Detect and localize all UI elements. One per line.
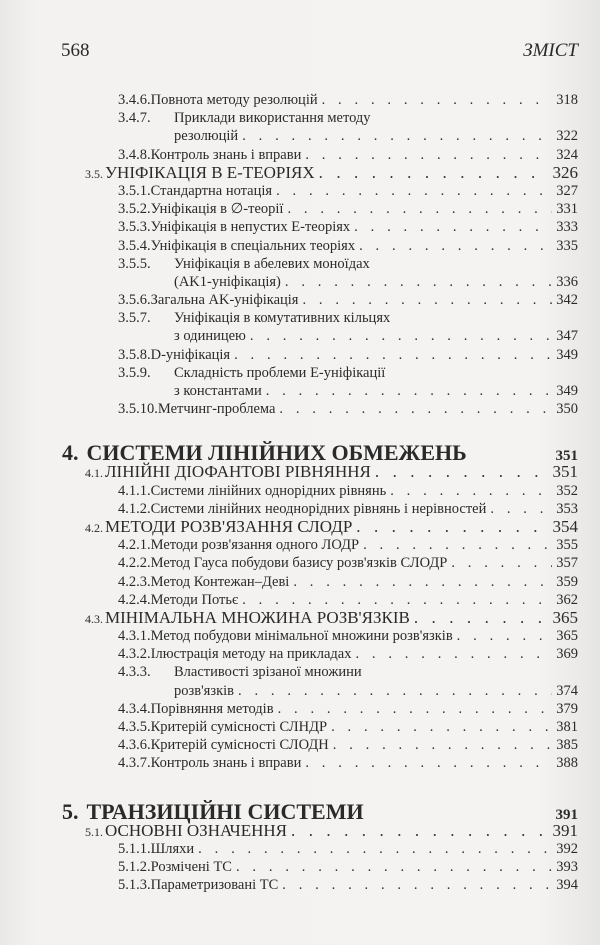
section-entry xyxy=(62,609,578,627)
entry-title: Порівняння методів xyxy=(150,700,274,717)
page-ref: 391 xyxy=(555,806,578,823)
dot-leader xyxy=(287,200,552,218)
entry-title: D-уніфікація xyxy=(150,346,231,363)
dot-leader xyxy=(355,645,552,663)
entry-title: Властивості зрізаної множини xyxy=(174,664,362,681)
subsection-entry xyxy=(62,536,578,554)
dot-leader xyxy=(282,876,552,894)
page-ref: 318 xyxy=(556,92,578,108)
subsection-entry xyxy=(62,858,578,876)
entry-title-continued: розв'язків xyxy=(174,682,235,699)
entry-title: Критерій сумісності СЛОДН xyxy=(150,737,329,754)
entry-title: МЕТОДИ РОЗВ'ЯЗАННЯ СЛОДР xyxy=(105,516,353,536)
page-ref: 349 xyxy=(556,383,578,399)
entry-number: 4.3.6. xyxy=(118,737,151,754)
entry-title: Метод Гауса побудови базису розв'язків СЛОДР xyxy=(150,555,448,572)
entry-number: 4.1.1. xyxy=(118,482,151,499)
page-ref: 362 xyxy=(556,591,578,608)
page-ref: 365 xyxy=(556,628,578,645)
entry-title: Параметризовані ТС xyxy=(150,877,279,894)
entry-title: Ілюстрація методу на прикладах xyxy=(150,646,352,663)
section-entry xyxy=(62,463,578,481)
running-title: ЗМІСТ xyxy=(523,40,578,61)
subsection-entry xyxy=(62,364,578,382)
entry-continuation xyxy=(62,327,578,345)
dot-leader xyxy=(276,182,552,200)
page-ref: 336 xyxy=(556,273,578,290)
entry-title: Контроль знань і вправи xyxy=(150,146,302,163)
dot-leader xyxy=(356,518,548,536)
dot-leader xyxy=(322,91,553,109)
entry-number: 4.3.7. xyxy=(118,755,151,772)
entry-title: УНІФІКАЦІЯ В E-ТЕОРІЯХ xyxy=(105,162,315,182)
entry-title: Загальна AK-уніфікація xyxy=(150,292,299,309)
entry-number: 4.2.4. xyxy=(118,591,151,608)
entry-number: 3.5.6. xyxy=(118,292,151,309)
entry-title: Уніфікація в комутативних кільцях xyxy=(174,310,391,327)
page-ref: 342 xyxy=(556,292,578,309)
entry-number: 4.3.1. xyxy=(118,628,151,645)
dot-leader xyxy=(242,591,552,609)
entry-title: ОСНОВНІ ОЗНАЧЕННЯ xyxy=(105,820,287,840)
dot-leader xyxy=(236,858,552,876)
entry-title: ЛІНІЙНІ ДІОФАНТОВІ РІВНЯННЯ xyxy=(105,462,371,482)
subsection-entry xyxy=(62,573,578,591)
entry-continuation xyxy=(62,127,578,145)
page-ref: 393 xyxy=(556,858,578,875)
entry-title-continued: (AK1-уніфікація) xyxy=(174,273,281,290)
page-ref: 349 xyxy=(556,346,578,363)
dot-leader xyxy=(250,327,552,345)
dot-leader xyxy=(490,500,552,518)
subsection-entry xyxy=(62,840,578,858)
section-entry xyxy=(62,822,578,840)
subsection-entry xyxy=(62,627,578,645)
entry-title: Уніфікація в ∅-теорії xyxy=(150,201,284,218)
entry-title: Розмічені ТС xyxy=(150,858,232,875)
page-ref: 327 xyxy=(556,182,578,199)
entry-number: 3.5.8. xyxy=(118,346,151,363)
subsection-entry xyxy=(62,645,578,663)
table-of-contents xyxy=(62,91,578,894)
dot-leader xyxy=(234,346,552,364)
entry-title-continued: резолюцій xyxy=(174,128,239,145)
entry-number: 3.5. xyxy=(85,166,103,181)
entry-number: 4.3.4. xyxy=(118,700,151,717)
entry-number: 4.1.2. xyxy=(118,500,151,517)
page-ref: 388 xyxy=(556,755,578,772)
dot-leader xyxy=(451,554,552,572)
page-ref: 331 xyxy=(556,201,578,218)
entry-number: 3.4.7. xyxy=(118,110,151,127)
entry-number: 3.4.6. xyxy=(118,92,151,108)
dot-leader xyxy=(291,822,549,840)
entry-continuation xyxy=(62,273,578,291)
subsection-entry xyxy=(62,255,578,273)
subsection-entry xyxy=(62,554,578,572)
entry-title: Контроль знань і вправи xyxy=(150,755,302,772)
subsection-entry xyxy=(62,500,578,518)
entry-number: 4.2.3. xyxy=(118,573,151,590)
entry-title: Системи лінійних однорідних рівнянь xyxy=(150,482,387,499)
entry-number: 3.5.1. xyxy=(118,182,151,199)
chapter-title: ТРАНЗИЦІЙНІ СИСТЕМИ xyxy=(86,798,364,824)
subsection-entry xyxy=(62,182,578,200)
entry-title: Шляхи xyxy=(150,840,195,857)
subsection-entry xyxy=(62,309,578,327)
subsection-entry xyxy=(62,218,578,236)
dot-leader xyxy=(333,736,553,754)
entry-title: Уніфікація в непустих E-теоріях xyxy=(150,219,351,236)
page-ref: 352 xyxy=(556,482,578,499)
subsection-entry xyxy=(62,91,578,109)
dot-leader xyxy=(331,718,552,736)
entry-number: 4.1. xyxy=(85,466,103,481)
subsection-entry xyxy=(62,200,578,218)
entry-number: 4.3. xyxy=(85,611,103,626)
dot-leader xyxy=(359,237,552,255)
entry-title: Метчинг-проблема xyxy=(157,401,276,418)
entry-title: Повнота методу резолюцій xyxy=(150,92,318,108)
entry-title: Складність проблеми E-уніфікації xyxy=(174,364,386,381)
entry-title: Методи розв'язання одного ЛОДР xyxy=(150,537,360,554)
entry-number: 3.5.4. xyxy=(118,237,151,254)
page-ref: 350 xyxy=(556,401,578,418)
dot-leader xyxy=(363,536,552,554)
entry-number: 3.5.7. xyxy=(118,310,151,327)
subsection-entry xyxy=(62,146,578,164)
page-ref: 333 xyxy=(556,219,578,236)
subsection-entry xyxy=(62,291,578,309)
subsection-entry xyxy=(62,346,578,364)
subsection-entry xyxy=(62,718,578,736)
page-ref: 324 xyxy=(556,146,578,163)
entry-title: Уніфікація в спеціальних теоріях xyxy=(150,237,356,254)
page-ref: 374 xyxy=(556,682,578,699)
page-ref: 355 xyxy=(556,537,578,554)
chapter-number: 4. xyxy=(62,440,79,466)
entry-number: 3.5.9. xyxy=(118,364,151,381)
entry-number: 5.1. xyxy=(85,824,103,839)
page-ref: 357 xyxy=(556,555,578,572)
section-entry xyxy=(62,518,578,536)
entry-number: 4.3.2. xyxy=(118,646,151,663)
entry-number: 4.3.3. xyxy=(118,664,151,681)
entry-number: 3.5.10. xyxy=(118,401,158,418)
page-ref: 335 xyxy=(556,237,578,254)
chapter-number: 5. xyxy=(62,798,79,824)
subsection-entry xyxy=(62,400,578,418)
section-entry xyxy=(62,164,578,182)
entry-title: Системи лінійних неоднорідних рівнянь і нерівностей xyxy=(150,500,487,517)
subsection-entry xyxy=(62,663,578,681)
entry-number: 4.2.2. xyxy=(118,555,151,572)
entry-title-continued: з константами xyxy=(174,383,262,399)
subsection-entry xyxy=(62,482,578,500)
entry-title: Критерій сумісності СЛНДР xyxy=(150,719,328,735)
dot-leader xyxy=(279,400,552,418)
entry-title-continued: з одиницею xyxy=(174,328,246,345)
subsection-entry xyxy=(62,109,578,127)
page-ref: 353 xyxy=(556,500,578,517)
dot-leader xyxy=(414,609,549,627)
dot-leader xyxy=(305,754,552,772)
page-ref: 351 xyxy=(555,448,578,465)
page-ref: 347 xyxy=(556,328,578,345)
subsection-entry xyxy=(62,591,578,609)
entry-number: 5.1.3. xyxy=(118,877,151,894)
entry-number: 3.5.2. xyxy=(118,201,151,218)
page-ref: 365 xyxy=(552,607,578,627)
entry-number: 3.5.3. xyxy=(118,219,151,236)
dot-leader xyxy=(390,482,552,500)
entry-number: 5.1.2. xyxy=(118,858,151,875)
dot-leader xyxy=(319,164,549,182)
page-ref: 385 xyxy=(556,737,578,754)
entry-title: МІНІМАЛЬНА МНОЖИНА РОЗВ'ЯЗКІВ xyxy=(105,607,410,627)
subsection-entry xyxy=(62,237,578,255)
dot-leader xyxy=(198,840,552,858)
page-number: 568 xyxy=(61,40,90,61)
page-ref: 391 xyxy=(552,820,578,840)
entry-title: Методи Потьє xyxy=(150,591,239,608)
dot-leader xyxy=(242,127,552,145)
entry-number: 4.2. xyxy=(85,520,103,535)
entry-number: 4.3.5. xyxy=(118,719,151,735)
page-ref: 351 xyxy=(552,462,578,482)
entry-number: 5.1.1. xyxy=(118,840,151,857)
entry-number: 3.4.8. xyxy=(118,146,151,163)
subsection-entry xyxy=(62,876,578,894)
entry-title: Метод Контежан–Деві xyxy=(150,573,290,590)
dot-leader xyxy=(238,682,552,700)
entry-continuation xyxy=(62,682,578,700)
entry-title: Метод побудови мінімальної множини розв'язків xyxy=(150,628,453,645)
page-ref: 322 xyxy=(556,128,578,145)
subsection-entry xyxy=(62,736,578,754)
entry-title: Стандартна нотація xyxy=(150,182,273,199)
entry-title: Уніфікація в абелевих моноїдах xyxy=(174,255,370,272)
page-ref: 359 xyxy=(556,573,578,590)
dot-leader xyxy=(266,382,553,400)
dot-leader xyxy=(375,463,549,481)
entry-continuation xyxy=(62,382,578,400)
dot-leader xyxy=(285,273,552,291)
page-ref: 326 xyxy=(552,162,578,182)
dot-leader xyxy=(305,146,552,164)
dot-leader xyxy=(354,218,552,236)
dot-leader xyxy=(302,291,552,309)
chapter-title: СИСТЕМИ ЛІНІЙНИХ ОБМЕЖЕНЬ xyxy=(86,440,467,466)
page-ref: 392 xyxy=(556,840,578,857)
dot-leader xyxy=(278,700,553,718)
page-ref: 369 xyxy=(556,646,578,663)
dot-leader xyxy=(293,573,552,591)
page-ref: 394 xyxy=(556,877,578,894)
dot-leader xyxy=(457,627,553,645)
subsection-entry xyxy=(62,700,578,718)
entry-title: Приклади використання методу xyxy=(174,110,371,127)
entry-number: 3.5.5. xyxy=(118,255,151,272)
page-ref: 379 xyxy=(556,700,578,717)
entry-number: 4.2.1. xyxy=(118,537,151,554)
page-ref: 381 xyxy=(556,719,578,735)
page-ref: 354 xyxy=(552,516,578,536)
subsection-entry xyxy=(62,754,578,772)
